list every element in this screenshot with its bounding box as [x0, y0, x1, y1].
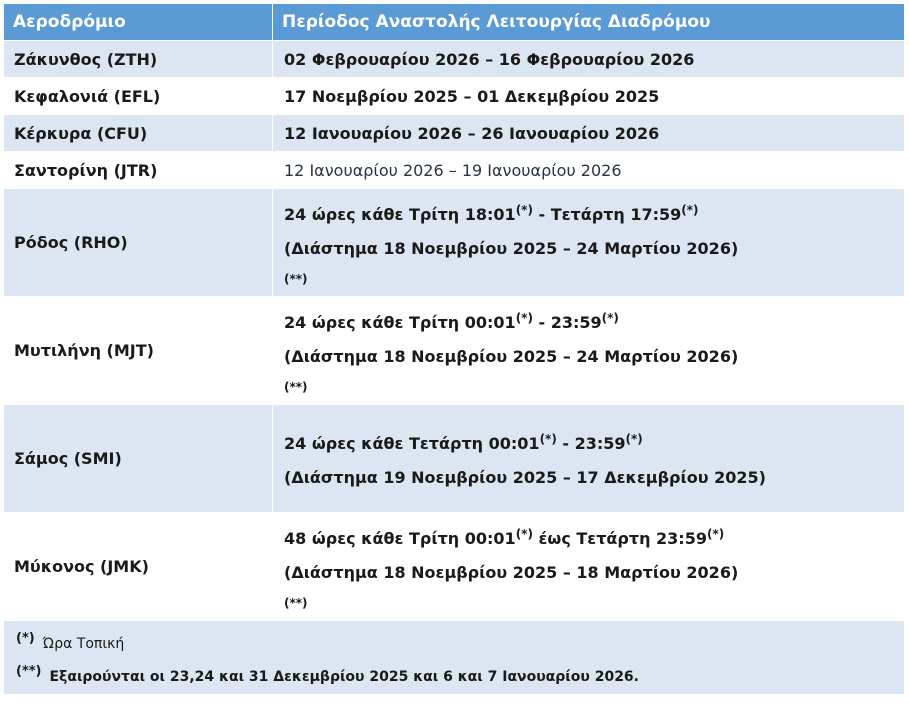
table-row — [4, 41, 905, 78]
schedule-line — [284, 193, 891, 232]
airport-cell: Σαντορίνη (JTR) — [4, 152, 273, 189]
table-row — [4, 513, 905, 621]
exception-mark: (**) — [284, 596, 308, 610]
local-time-mark: (*) — [539, 432, 557, 446]
interval-line — [284, 232, 891, 266]
schedule-end: - 23:59 — [556, 434, 626, 453]
table-header-row — [4, 4, 905, 41]
period-cell: 12 Ιανουαρίου 2026 – 19 Ιανουαρίου 2026 — [273, 152, 905, 189]
footnote-text: Εξαιρούνται οι 23,24 και 31 Δεκεμβρίου 2025 και 6 και 7 Ιανουαρίου 2026. — [49, 668, 639, 685]
header-airport: Αεροδρόμιο — [4, 4, 273, 41]
schedule-start: 24 ώρες κάθε Τρίτη 18:01 — [284, 205, 516, 224]
schedule-end: - Τετάρτη 17:59 — [532, 205, 682, 224]
footnote-local-time — [16, 625, 904, 658]
period-cell: 17 Νοεμβρίου 2025 – 01 Δεκεμβρίου 2025 — [273, 78, 905, 115]
local-time-mark: (*) — [706, 527, 725, 541]
airport-cell: Κεφαλονιά (EFL) — [4, 78, 273, 115]
footnote-text: Ώρα Τοπική — [42, 635, 125, 652]
footnote-exceptions — [16, 658, 904, 691]
schedule-line — [284, 517, 891, 556]
table-row — [4, 297, 905, 405]
footnotes-row — [4, 621, 905, 695]
interval-line — [284, 340, 891, 374]
schedule-start: 48 ώρες κάθε Τρίτη 00:01 — [284, 529, 516, 548]
footnote-mark: (*) — [16, 630, 35, 646]
airport-cell: Μυτιλήνη (MJT) — [4, 297, 273, 405]
airport-cell: Μύκονος (JMK) — [4, 513, 273, 621]
interval-text: (Διάστημα 18 Νοεμβρίου 2025 – 24 Μαρτίου 2026) — [284, 347, 739, 366]
interval-text: (Διάστημα 19 Νοεμβρίου 2025 – 17 Δεκεμβρίου 2025) — [284, 468, 766, 487]
interval-text: (Διάστημα 18 Νοεμβρίου 2025 – 18 Μαρτίου 2026) — [284, 563, 739, 582]
period-cell — [273, 405, 905, 513]
local-time-mark: (*) — [515, 527, 533, 541]
table-row — [4, 78, 905, 115]
schedule-line — [284, 301, 891, 340]
schedule-start: 24 ώρες κάθε Τετάρτη 00:01 — [284, 434, 540, 453]
schedule-start: 24 ώρες κάθε Τρίτη 00:01 — [284, 313, 516, 332]
period-cell: 02 Φεβρουαρίου 2026 – 16 Φεβρουαρίου 2026 — [273, 41, 905, 78]
footnotes-cell — [4, 621, 905, 695]
local-time-mark: (*) — [681, 203, 699, 217]
period-cell — [273, 513, 905, 621]
schedule-line — [284, 422, 891, 461]
interval-text: (Διάστημα 18 Νοεμβρίου 2025 – 24 Μαρτίου 2026) — [284, 239, 739, 258]
local-time-mark: (*) — [601, 311, 619, 325]
table-row — [4, 115, 905, 152]
schedule-end: - 23:59 — [532, 313, 602, 332]
airport-cell: Ζάκυνθος (ZTH) — [4, 41, 273, 78]
interval-line — [284, 556, 891, 590]
local-time-mark: (*) — [515, 311, 533, 325]
footnote-mark: (**) — [16, 663, 42, 679]
table-row — [4, 189, 905, 297]
airport-cell: Ρόδος (RHO) — [4, 189, 273, 297]
interval-line — [284, 461, 891, 495]
table-row — [4, 405, 905, 513]
airport-cell: Κέρκυρα (CFU) — [4, 115, 273, 152]
period-cell — [273, 297, 905, 405]
period-cell: 12 Ιανουαρίου 2026 – 26 Ιανουαρίου 2026 — [273, 115, 905, 152]
local-time-mark: (*) — [625, 432, 643, 446]
schedule-end: έως Τετάρτη 23:59 — [532, 529, 707, 548]
period-cell — [273, 189, 905, 297]
local-time-mark: (*) — [515, 203, 533, 217]
exception-mark: (**) — [284, 380, 308, 394]
closure-table — [3, 3, 905, 695]
header-period: Περίοδος Αναστολής Λειτουργίας Διαδρόμου — [273, 4, 905, 41]
airport-cell: Σάμος (SMI) — [4, 405, 273, 513]
table-row — [4, 152, 905, 189]
exception-mark: (**) — [284, 272, 308, 286]
